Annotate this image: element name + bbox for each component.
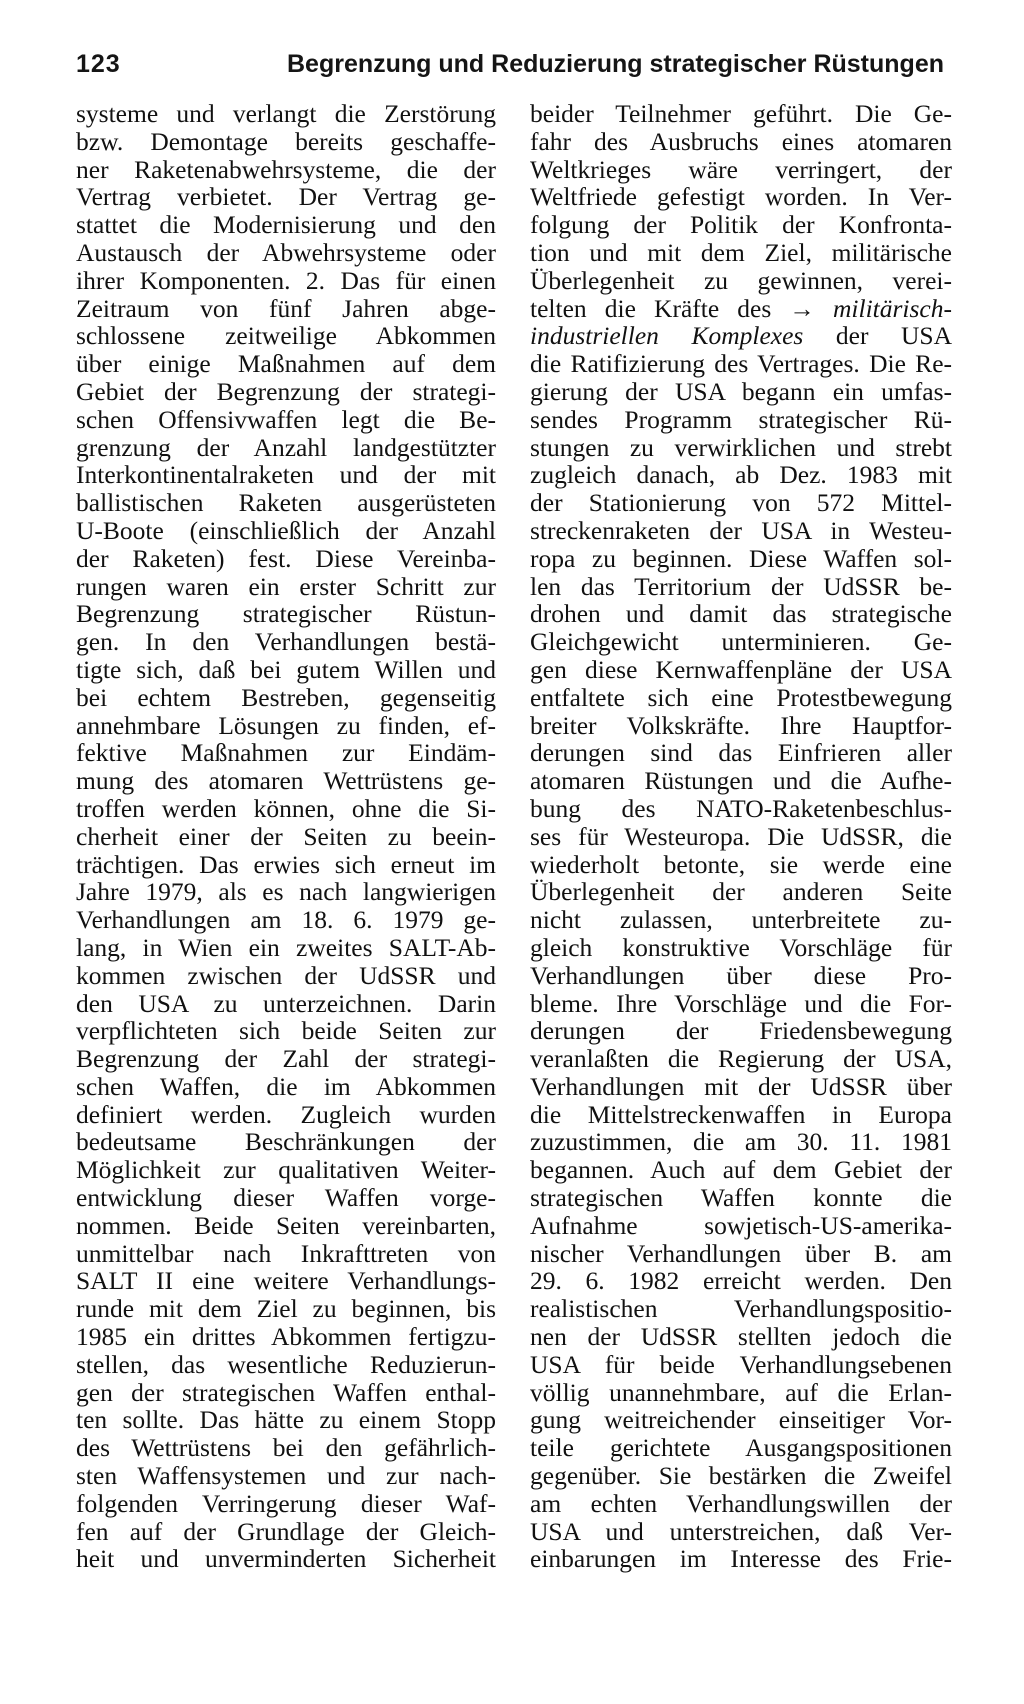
right-column-line: fahr des Ausbruchs eines atomaren bbox=[530, 126, 952, 156]
left-column-line: Verhandlungen am 18. 6. 1979 ge- bbox=[76, 905, 496, 935]
left-column-line: ner Raketenabwehrsysteme, die der bbox=[76, 154, 496, 184]
right-column-line: USA und unterstreichen, daß Ver- bbox=[530, 1516, 952, 1546]
right-column-line: Verhandlungen mit der UdSSR über bbox=[530, 1071, 952, 1101]
left-column-line: 1985 ein drittes Abkommen fertigzu- bbox=[76, 1322, 496, 1352]
right-column-line: am echten Verhandlungswillen der bbox=[530, 1488, 952, 1518]
left-column-line: SALT II eine weitere Verhandlungs- bbox=[76, 1266, 496, 1296]
right-column-line: zuzustimmen, die am 30. 11. 1981 bbox=[530, 1127, 952, 1157]
left-column-line: ballistischen Raketen ausgerüsteten bbox=[76, 488, 496, 518]
left-column-line: des Wettrüstens bei den gefährlich- bbox=[76, 1433, 496, 1463]
left-column-line: rungen waren ein erster Schritt zur bbox=[76, 571, 496, 601]
left-column-line: ihrer Komponenten. 2. Das für einen bbox=[76, 265, 496, 295]
right-column-line: veranlaßten die Regierung der USA, bbox=[530, 1044, 952, 1074]
left-text-column bbox=[76, 100, 496, 1573]
right-column-line: einbarungen im Interesse des Frie- bbox=[530, 1544, 952, 1574]
right-column-line: strategischen Waffen konnte die bbox=[530, 1183, 952, 1213]
right-column-line: beider Teilnehmer geführt. Die Ge- bbox=[530, 99, 952, 128]
right-column-line: Überlegenheit der anderen Seite bbox=[530, 877, 952, 907]
right-column-line: zugleich danach, ab Dez. 1983 mit bbox=[530, 460, 952, 490]
right-column-line: realistischen Verhandlungspositio- bbox=[530, 1294, 952, 1324]
left-column-line: fen auf der Grundlage der Gleich- bbox=[76, 1516, 496, 1546]
right-column-line: Gleichgewicht unterminieren. Ge- bbox=[530, 627, 952, 657]
left-column-line: bei echtem Bestreben, gegenseitig bbox=[76, 682, 496, 712]
left-column-line: Zeitraum von fünf Jahren abge- bbox=[76, 293, 496, 323]
right-column-line: die Ratifizierung des Vertrages. Die Re- bbox=[530, 349, 952, 379]
left-column-line: gen der strategischen Waffen enthal- bbox=[76, 1377, 496, 1407]
right-column-line: Aufnahme sowjetisch-US-amerika- bbox=[530, 1210, 952, 1240]
right-column-line: folgung der Politik der Konfronta- bbox=[530, 210, 952, 240]
left-column-line: über einige Maßnahmen auf dem bbox=[76, 349, 496, 379]
right-column-line: USA für beide Verhandlungsebenen bbox=[530, 1349, 952, 1379]
left-column-line: Interkontinentalraketen und der mit bbox=[76, 460, 496, 490]
left-column-line: trächtigen. Das erwies sich erneut im bbox=[76, 849, 496, 879]
left-column-line: troffen werden können, ohne die Si- bbox=[76, 793, 496, 823]
page-header bbox=[76, 44, 952, 88]
left-column-line: Vertrag verbietet. Der Vertrag ge- bbox=[76, 182, 496, 212]
left-column-line: bedeutsame Beschränkungen der bbox=[76, 1127, 496, 1157]
right-column-line: gen diese Kernwaffenpläne der USA bbox=[530, 654, 952, 684]
right-column-line: gegenüber. Sie bestärken die Zweifel bbox=[530, 1461, 952, 1491]
running-title: Begrenzung und Reduzierung strategischer Rüstungen bbox=[287, 50, 944, 78]
left-column-line: U-Boote (einschließlich der Anzahl bbox=[76, 515, 496, 545]
right-column-line: nischer Verhandlungen über B. am bbox=[530, 1238, 952, 1268]
right-column-line: wiederholt betonte, sie werde eine bbox=[530, 849, 952, 879]
left-column-line: heit und unverminderten Sicherheit bbox=[76, 1544, 496, 1574]
left-column-line: nommen. Beide Seiten vereinbarten, bbox=[76, 1210, 496, 1240]
left-column-line: mung des atomaren Wettrüstens ge- bbox=[76, 766, 496, 796]
left-column-line: Begrenzung strategischer Rüstun- bbox=[76, 599, 496, 629]
right-column-line: streckenraketen der USA in Westeu- bbox=[530, 515, 952, 545]
right-column-line: tion und mit dem Ziel, militärische bbox=[530, 237, 952, 267]
page-number: 123 bbox=[76, 50, 121, 78]
left-column-line: stellen, das wesentliche Reduzierun- bbox=[76, 1349, 496, 1379]
left-column-line: folgenden Verringerung dieser Waf- bbox=[76, 1488, 496, 1518]
left-column-line: stattet die Modernisierung und den bbox=[76, 210, 496, 240]
right-column-line: entfaltete sich eine Protestbewegung bbox=[530, 682, 952, 712]
right-column-line: telten die Kräfte des → militärisch- bbox=[530, 293, 952, 323]
right-column-line: nicht zulassen, unterbreitete zu- bbox=[530, 905, 952, 935]
left-column-line: schlossene zeitweilige Abkommen bbox=[76, 321, 496, 351]
right-column-line: len das Territorium der UdSSR be- bbox=[530, 571, 952, 601]
left-column-line: unmittelbar nach Inkrafttreten von bbox=[76, 1238, 496, 1268]
right-column-line: begannen. Auch auf dem Gebiet der bbox=[530, 1155, 952, 1185]
right-column-line: teile gerichtete Ausgangspositionen bbox=[530, 1433, 952, 1463]
right-column-line: bung des NATO-Raketenbeschlus- bbox=[530, 793, 952, 823]
left-column-line: Austausch der Abwehrsysteme oder bbox=[76, 237, 496, 267]
right-column-line: derungen sind das Einfrieren aller bbox=[530, 738, 952, 768]
right-column-line: Weltfriede gefestigt worden. In Ver- bbox=[530, 182, 952, 212]
left-column-line: entwicklung dieser Waffen vorge- bbox=[76, 1183, 496, 1213]
right-column-line: bleme. Ihre Vorschläge und die For- bbox=[530, 988, 952, 1018]
left-column-line: runde mit dem Ziel zu beginnen, bis bbox=[76, 1294, 496, 1324]
left-column-line: fektive Maßnahmen zur Eindäm- bbox=[76, 738, 496, 768]
left-column-line: Begrenzung der Zahl der strategi- bbox=[76, 1044, 496, 1074]
left-column-line: annehmbare Lösungen zu finden, ef- bbox=[76, 710, 496, 740]
left-column-line: definiert werden. Zugleich wurden bbox=[76, 1099, 496, 1129]
left-column-line: schen Waffen, die im Abkommen bbox=[76, 1071, 496, 1101]
right-column-line: derungen der Friedensbewegung bbox=[530, 1016, 952, 1046]
left-column-line: kommen zwischen der UdSSR und bbox=[76, 960, 496, 990]
right-column-line: breiter Volkskräfte. Ihre Hauptfor- bbox=[530, 710, 952, 740]
right-column-line: gleich konstruktive Vorschläge für bbox=[530, 932, 952, 962]
left-column-line: gen. In den Verhandlungen bestä- bbox=[76, 627, 496, 657]
left-column-line: ten sollte. Das hätte zu einem Stopp bbox=[76, 1405, 496, 1435]
right-column-line: industriellen Komplexes der USA bbox=[530, 321, 952, 351]
left-column-line: cherheit einer der Seiten zu beein- bbox=[76, 821, 496, 851]
right-column-line: sendes Programm strategischer Rü- bbox=[530, 404, 952, 434]
left-column-line: der Raketen) fest. Diese Vereinba- bbox=[76, 543, 496, 573]
right-text-column bbox=[530, 100, 952, 1573]
left-column-line: systeme und verlangt die Zerstörung bbox=[76, 99, 496, 128]
left-column-line: lang, in Wien ein zweites SALT-Ab- bbox=[76, 932, 496, 962]
right-column-line: Weltkrieges wäre verringert, der bbox=[530, 154, 952, 184]
right-column-line: Überlegenheit zu gewinnen, verei- bbox=[530, 265, 952, 295]
right-column-line: der Stationierung von 572 Mittel- bbox=[530, 488, 952, 518]
left-column-line: Möglichkeit zur qualitativen Weiter- bbox=[76, 1155, 496, 1185]
left-column-line: schen Offensivwaffen legt die Be- bbox=[76, 404, 496, 434]
left-column-line: tigte sich, daß bei gutem Willen und bbox=[76, 654, 496, 684]
left-column-line: bzw. Demontage bereits geschaffe- bbox=[76, 126, 496, 156]
right-column-line: ropa zu beginnen. Diese Waffen sol- bbox=[530, 543, 952, 573]
left-column-line: sten Waffensystemen und zur nach- bbox=[76, 1461, 496, 1491]
right-column-line: ses für Westeuropa. Die UdSSR, die bbox=[530, 821, 952, 851]
left-column-line: den USA zu unterzeichnen. Darin bbox=[76, 988, 496, 1018]
right-column-line: atomaren Rüstungen und die Aufhe- bbox=[530, 766, 952, 796]
left-column-line: grenzung der Anzahl landgestützter bbox=[76, 432, 496, 462]
right-column-line: nen der UdSSR stellten jedoch die bbox=[530, 1322, 952, 1352]
left-column-line: Jahre 1979, als es nach langwierigen bbox=[76, 877, 496, 907]
right-column-line: Verhandlungen über diese Pro- bbox=[530, 960, 952, 990]
left-column-line: verpflichteten sich beide Seiten zur bbox=[76, 1016, 496, 1046]
right-column-line: gierung der USA begann ein umfas- bbox=[530, 376, 952, 406]
right-column-line: stungen zu verwirklichen und strebt bbox=[530, 432, 952, 462]
right-column-line: 29. 6. 1982 erreicht werden. Den bbox=[530, 1266, 952, 1296]
right-column-line: drohen und damit das strategische bbox=[530, 599, 952, 629]
left-column-line: Gebiet der Begrenzung der strategi- bbox=[76, 376, 496, 406]
right-column-line: die Mittelstreckenwaffen in Europa bbox=[530, 1099, 952, 1129]
right-column-line: völlig unannehmbare, auf die Erlan- bbox=[530, 1377, 952, 1407]
right-column-line: gung weitreichender einseitiger Vor- bbox=[530, 1405, 952, 1435]
